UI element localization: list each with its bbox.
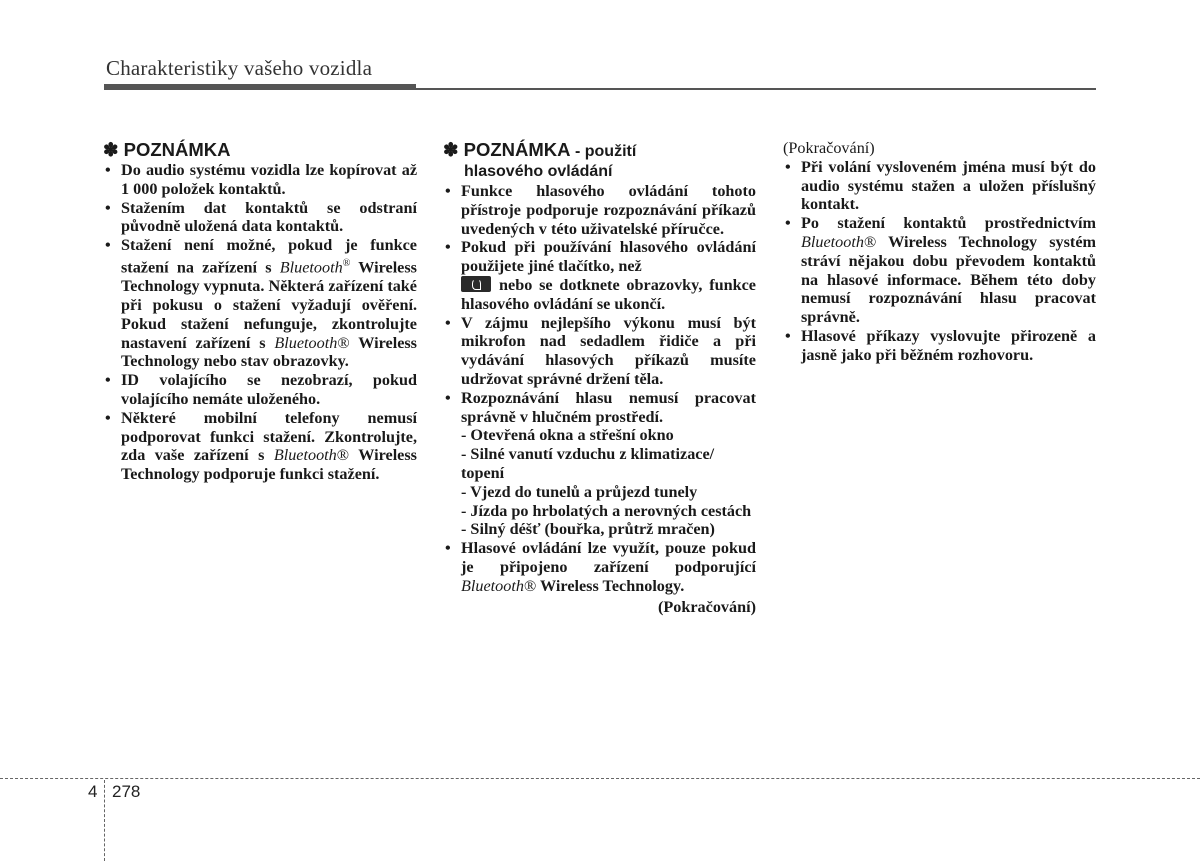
list-item [783,214,1096,327]
list-item: • Do audio systému vozidla lze kopírovat až 1 000 položek kontaktů. [103,161,417,199]
bluetooth-brand: Bluetooth [461,576,524,595]
dash-item: - Silné vanutí vzduchu z klimatizace/ topení [461,445,715,482]
list-item [443,238,756,313]
voice-button-icon [461,276,491,292]
dash-item: - Otevřená okna a střešní okno [461,426,674,445]
list-item: • Hlasové příkazy vyslovujte přirozeně a jasně jako při běžném rozhovoru. [783,327,1096,365]
list-item: • Rozpoznávání hlasu nemusí pracovat správně v hlučném prostředí. [443,389,756,427]
registered-mark: ® [863,232,877,251]
footer-vertical-divider [104,780,105,861]
registered-mark: ® [336,446,350,465]
registered-mark: ® [337,333,350,352]
list-item: • V zájmu nejlepšího výkonu musí být mikrofon nad sedadlem řidiče a při vydávání hlasových příkazů musíte udržovat správné držení těla. [443,314,756,389]
dash-item: - Jízda po hrbolatých a nerovných cestách [461,501,752,520]
item-text: Pokud při používání hlasového ovládání použijete jiné tlačítko, než [461,238,756,276]
bluetooth-brand: Bluetooth [274,333,338,352]
list-item: • Při volání vysloveném jména musí být do audio systému stažen a uložen příslušný kontakt. [783,158,1096,214]
item-text: nebo se dotknete obrazovky, funkce hlasového ovládání se ukončí. [461,275,756,313]
list-item: • Stažením dat kontaktů se odstraní původně uložená data kontaktů. [103,199,417,237]
bluetooth-brand: Bluetooth [279,258,343,277]
bluetooth-brand: Bluetooth [801,232,864,251]
item-text: Wireless Technology systém stráví nějakou dobu převodem kontaktů na hlasové informace. Během této doby nemusí rozpoznávání hlasu pracovat správně. [801,232,1096,327]
header-rule-thick [104,84,416,90]
note-list [783,158,1096,365]
continued-label: (Pokračování) [783,139,875,157]
registered-mark: ® [342,257,351,269]
item-text: Některé mobilní telefony nemusí podporovat funkci stažení. Zkontrolujte, zda vaše zařízení s [121,408,417,465]
bluetooth-brand: Bluetooth [273,446,337,465]
note-title-main: ✽ POZNÁMKA [443,139,571,160]
note-title-sub: - použití [570,143,637,160]
item-text: Po stažení kontaktů prostřednictvím [801,214,1096,233]
page-header-title: Charakteristiky vašeho vozidla [106,56,373,80]
list-item [443,539,756,595]
note-column-3 [783,139,1096,365]
note-column-1 [103,139,417,484]
note-title-line2: hlasového ovládání [464,163,613,180]
footer-divider [0,778,1200,779]
chapter-number: 4 [88,782,98,801]
item-text: Wireless Technology nebo stav obrazovky. [121,333,417,371]
item-text: Hlasové ovládání lze využít, pouze pokud je připojeno zařízení podporující [461,539,756,576]
dash-item: - Silný déšť (bouřka, průtrž mračen) [461,520,715,539]
list-item [103,409,417,484]
item-text: Stažení není možné, pokud je funkce stažení na zařízení s [121,236,417,277]
registered-mark: ® [523,576,537,595]
continued-label: (Pokračování) [657,597,756,616]
note-title: ✽ POZNÁMKA [103,139,231,160]
item-text: Wireless Technology vypnuta. Některá zařízení také při pokusu o stažení vyžadují ověření. Pokud stažení nefunguje, zkontrolujte nastavení zařízení s [121,258,417,352]
list-item [103,236,417,371]
list-item: • ID volajícího se nezobrazí, pokud volajícího nemáte uloženého. [103,371,417,409]
page-number: 278 [112,782,141,801]
item-text: Wireless Technology podporuje funkci stažení. [121,446,417,484]
note-column-2 [443,139,756,616]
note-title [443,139,756,163]
header-rule-thin [416,88,1096,90]
dash-item: - Vjezd do tunelů a průjezd tunely [461,482,698,501]
note-list [103,161,417,484]
note-list [443,182,756,596]
item-text: Wireless Technology. [540,576,685,595]
list-item: • Funkce hlasového ovládání tohoto přístroje podporuje rozpoznávání příkazů uvedených v této uživatelské příručce. [443,182,756,238]
